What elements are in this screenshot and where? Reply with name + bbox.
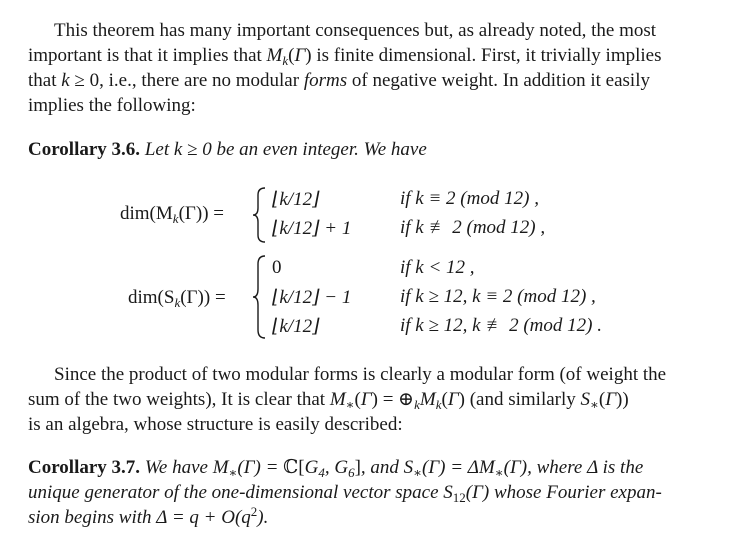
eq2-lhs: $dim(S_k(\Gamma))$ = <box>128 287 226 310</box>
eq2-case-3: ⌊k/12⌋ <box>272 316 320 337</box>
intro-paragraph <box>28 18 728 118</box>
algebra-paragraph <box>28 362 728 437</box>
eq1-case-2: ⌊k/12⌋ + 1 <box>272 218 352 239</box>
intro-line-2: important is that it implies that $M_k(\Gamma)$ is finite dimensional. First, it trivially implies <box>28 45 662 68</box>
eq2-cond-2: if k ≥ 12, k ≡ 2 (mod 12) , <box>400 286 596 307</box>
eq2-brace <box>252 254 268 340</box>
eq1-case-1: ⌊k/12⌋ <box>272 189 320 210</box>
eq2-cond-1: if k < 12 , <box>400 257 475 278</box>
algebra-line-2: sum of the two weights), It is clear that $M_∗(\Gamma)$ = $\oplus_kM_k(\Gamma)$ (and similarly $S_∗(\Gamma)$) <box>28 389 629 412</box>
corollary-3-6-text: Let k ≥ 0 be an even integer. We have <box>144 139 427 160</box>
corollary-3-6-label: Corollary 3.6. <box>28 139 141 160</box>
corollary-3-6 <box>28 137 728 162</box>
corollary-3-7-line-1: Corollary 3.7. We have $M_∗(\Gamma)$ = $ℂ[G_4$, $G_6$], and $S_∗(\Gamma) = \Delta M_∗(\Gamma)$, where Δ is the <box>28 457 644 480</box>
intro-line-3: that k ≥ 0, i.e., there are no modular forms of negative weight. In addition it easily <box>28 70 650 91</box>
eq2-case-2: ⌊k/12⌋ − 1 <box>272 287 352 308</box>
eq1-lhs: $dim(M_k(\Gamma))$ = <box>120 203 224 226</box>
algebra-line-3: is an algebra, whose structure is easily described: <box>28 414 403 435</box>
intro-line-4: implies the following: <box>28 95 196 116</box>
corollary-3-7-line-2: unique generator of the one-dimensional vector space $S_{12}(\Gamma)$ whose Fourier expan- <box>28 482 662 505</box>
eq1-brace <box>252 186 268 244</box>
eq2-cond-3: if k ≥ 12, k ≢ 2 (mod 12) . <box>400 315 602 336</box>
eq1-cond-1: if k ≡ 2 (mod 12) , <box>400 188 539 209</box>
corollary-3-7-label: Corollary 3.7. <box>28 457 141 478</box>
eq2-case-1: 0 <box>272 257 282 278</box>
intro-line-1: This theorem has many important consequences but, as already noted, the most <box>54 20 657 41</box>
corollary-3-7 <box>28 455 728 530</box>
eq1-cond-2: if k ≢ 2 (mod 12) , <box>400 217 546 238</box>
algebra-line-1: Since the product of two modular forms is clearly a modular form (of weight the <box>54 364 667 385</box>
corollary-3-7-line-3: sion begins with $\Delta = q + O(q^2)$. <box>28 504 269 528</box>
